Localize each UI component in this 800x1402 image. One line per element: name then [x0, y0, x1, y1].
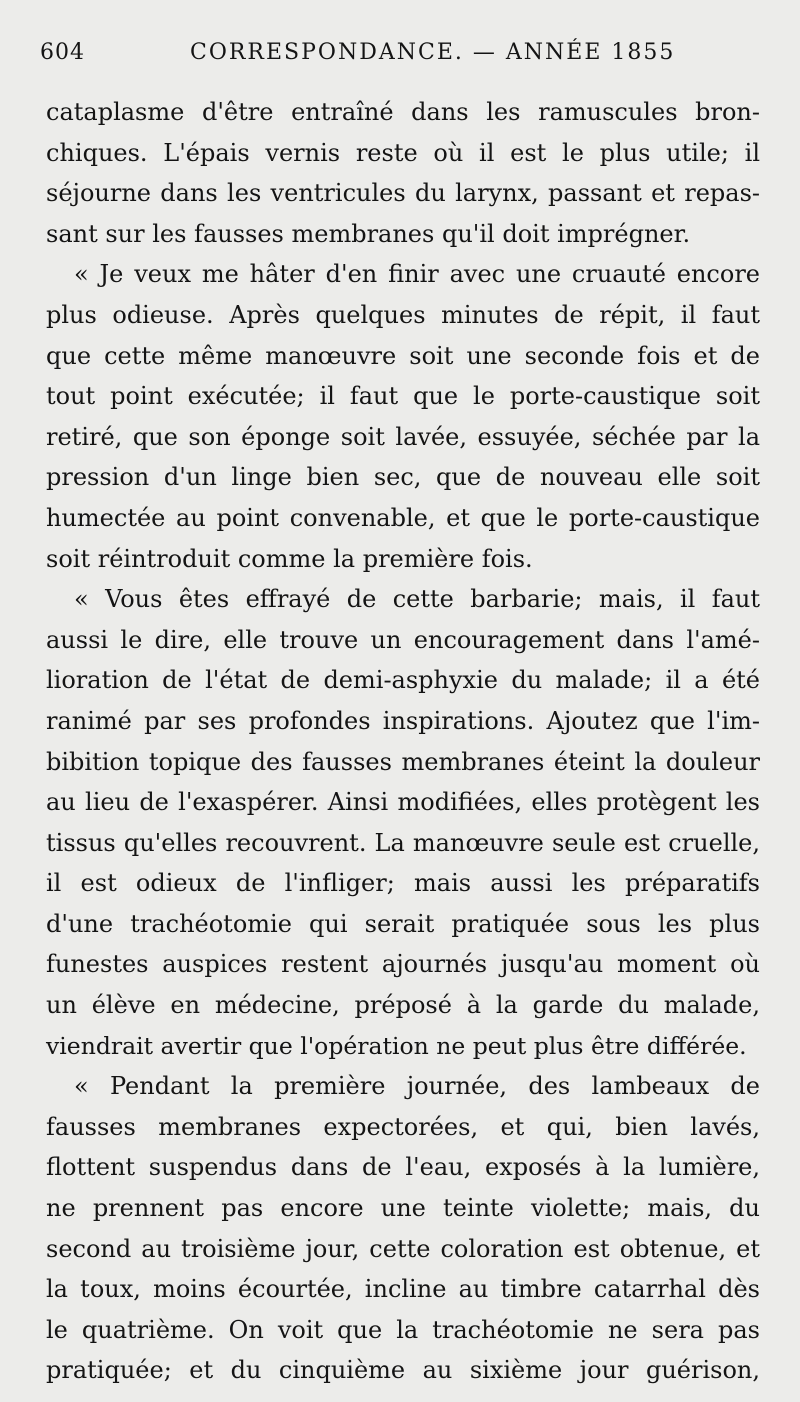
- body-text: [46, 92, 760, 1391]
- text-line: aussi le dire, elle trouve un encouragement dans l'amé-: [46, 625, 760, 654]
- text-line: que cette même manœuvre soit une seconde fois et de: [46, 341, 760, 370]
- text-line: tout point exécutée; il faut que le porte-caustique soit: [46, 382, 760, 411]
- running-head: [40, 40, 760, 76]
- text-line: fausses membranes expectorées, et qui, bien lavés,: [46, 1112, 760, 1141]
- text-line: viendrait avertir que l'opération ne peut plus être différée.: [46, 1031, 747, 1060]
- text-line: ranimé par ses profondes inspirations. Ajoutez que l'im-: [46, 706, 760, 735]
- text-line: pression d'un linge bien sec, que de nouveau elle soit: [46, 463, 760, 492]
- text-line: « Je veux me hâter d'en finir avec une cruauté encore: [74, 260, 760, 289]
- text-line: soit réintroduit comme la première fois.: [46, 544, 533, 573]
- text-line: « Vous êtes effrayé de cette barbarie; mais, il faut: [74, 585, 760, 614]
- text-line: second au troisième jour, cette coloration est obtenue, et: [46, 1234, 760, 1263]
- text-line: pratiquée; et du cinquième au sixième jour guérison,: [46, 1356, 760, 1385]
- text-line: il est odieux de l'infliger; mais aussi les préparatifs: [46, 869, 760, 898]
- text-line: humectée au point convenable, et que le porte-caustique: [46, 503, 760, 532]
- running-title: CORRESPONDANCE. — ANNÉE 1855: [190, 40, 676, 65]
- text-line: « Pendant la première journée, des lambeaux de: [74, 1072, 760, 1101]
- text-line: lioration de l'état de demi-asphyxie du malade; il a été: [46, 666, 760, 695]
- text-line: tissus qu'elles recouvrent. La manœuvre seule est cruelle,: [46, 828, 760, 857]
- text-line: funestes auspices restent ajournés jusqu'au moment où: [46, 950, 760, 979]
- text-line: au lieu de l'exaspérer. Ainsi modifiées, elles protègent les: [46, 788, 760, 817]
- text-line: retiré, que son éponge soit lavée, essuyée, séchée par la: [46, 422, 760, 451]
- text-line: séjourne dans les ventricules du larynx, passant et repas-: [46, 179, 760, 208]
- text-line: flottent suspendus dans de l'eau, exposés à la lumière,: [46, 1153, 760, 1182]
- text-line: cataplasme d'être entraîné dans les ramuscules bron-: [46, 98, 760, 126]
- text-line: plus odieuse. Après quelques minutes de répit, il faut: [46, 300, 760, 329]
- text-line: la toux, moins écourtée, incline au timbre catarrhal dès: [46, 1275, 760, 1304]
- text-line: un élève en médecine, préposé à la garde du malade,: [46, 991, 760, 1020]
- text-line: chiques. L'épais vernis reste où il est le plus utile; il: [46, 138, 760, 167]
- text-line: d'une trachéotomie qui serait pratiquée sous les plus: [46, 909, 760, 938]
- text-line: sant sur les fausses membranes qu'il doit imprégner.: [46, 219, 691, 248]
- page-number: 604: [40, 40, 85, 65]
- text-line: le quatrième. On voit que la trachéotomie ne sera pas: [46, 1315, 760, 1344]
- text-line: bibition topique des fausses membranes éteint la douleur: [46, 747, 760, 776]
- text-line: ne prennent pas encore une teinte violette; mais, du: [46, 1194, 760, 1223]
